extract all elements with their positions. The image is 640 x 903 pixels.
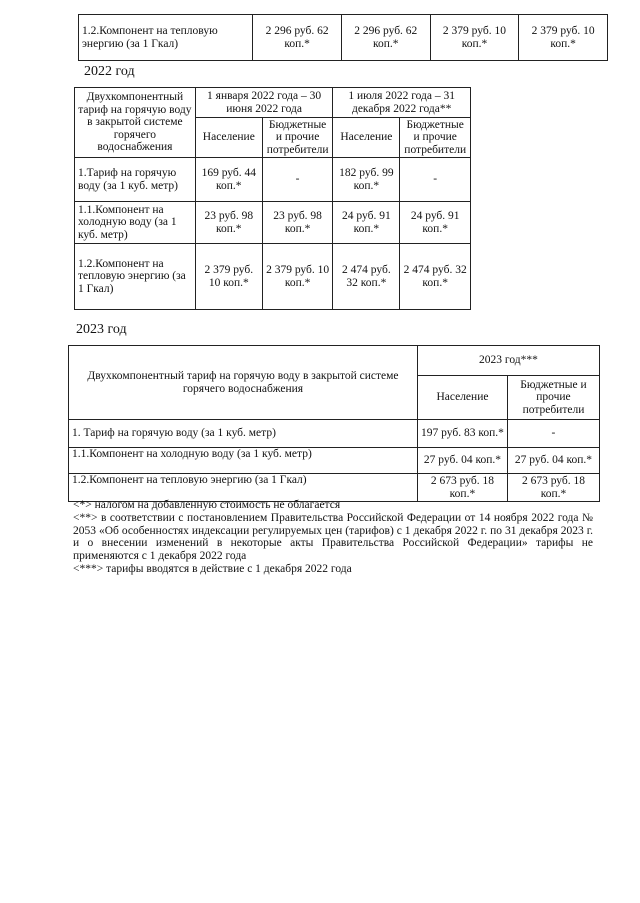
footnotes — [73, 499, 593, 576]
column-header: Население — [195, 118, 262, 158]
table-row — [75, 244, 471, 310]
table-cell: 2 474 руб. 32 коп.* — [400, 244, 471, 310]
table-cell: 23 руб. 98 коп.* — [262, 202, 333, 244]
table-row — [75, 158, 471, 202]
row-label: 1.2.Компонент на тепловую энергию (за 1 Гкал) — [75, 244, 196, 310]
table-cell: 24 руб. 91 коп.* — [400, 202, 471, 244]
column-header: Население — [417, 376, 507, 420]
table-cell: 2 379 руб. 10 коп.* — [519, 15, 608, 61]
table-cell: 2 379 руб. 10 коп.* — [430, 15, 519, 61]
table-cell: 169 руб. 44 коп.* — [195, 158, 262, 202]
table-cell: 27 руб. 04 коп.* — [507, 448, 599, 474]
table-cell: 23 руб. 98 коп.* — [195, 202, 262, 244]
row-label: 1. Тариф на горячую воду (за 1 куб. метр) — [69, 420, 418, 448]
tariff-table-2022 — [74, 87, 471, 310]
row-label: 1.1.Компонент на холодную воду (за 1 куб. метр) — [69, 448, 418, 474]
table-cell: 182 руб. 99 коп.* — [333, 158, 400, 202]
table-cell: 24 руб. 91 коп.* — [333, 202, 400, 244]
table-cell: 197 руб. 83 коп.* — [417, 420, 507, 448]
table-cell: 2 379 руб. 10 коп.* — [195, 244, 262, 310]
row-label: 1.1.Компонент на холодную воду (за 1 куб. метр) — [75, 202, 196, 244]
column-header: Бюджетные и прочие потребители — [262, 118, 333, 158]
table-cell: - — [400, 158, 471, 202]
column-header: Население — [333, 118, 400, 158]
column-header: Бюджетные и прочие потребители — [400, 118, 471, 158]
footnote: <***> тарифы вводятся в действие с 1 декабря 2022 года — [73, 562, 352, 575]
footnote: <**> в соответствии с постановлением Правительства Российской Федерации от 14 ноября 2022 года № 2053 «Об особенностях индексации регулируемых цен (тарифов) с 1 декабря 2022 г. по 31 декабря 2023 г. и о внесении изменений в некоторые акты Правительства Российской Федерации» тарифы не применяются с 1 декабря 2022 года — [73, 511, 593, 563]
period-header: 1 января 2022 года – 30 июня 2022 года — [195, 88, 333, 118]
table-cell: 2 379 руб. 10 коп.* — [262, 244, 333, 310]
tariff-table-2023 — [68, 345, 600, 502]
footnote: <*> налогом на добавленную стоимость не облагается — [73, 499, 341, 511]
table-row — [75, 202, 471, 244]
section-heading-2022: 2022 год — [84, 64, 135, 79]
row-label: 1.2.Компонент на тепловую энергию (за 1 Гкал) — [69, 474, 418, 502]
table-row — [69, 448, 600, 474]
table-cell: 2 296 руб. 62 коп.* — [253, 15, 342, 61]
table-row — [69, 474, 600, 502]
corner-header: Двухкомпонентный тариф на горячую воду в закрытой системе горячего водоснабжения — [69, 346, 418, 420]
section-heading-2023: 2023 год — [76, 322, 127, 337]
period-header: 2023 год*** — [417, 346, 599, 376]
row-label: 1.2.Компонент на тепловую энергию (за 1 Гкал) — [79, 15, 253, 61]
table-cell: 2 296 руб. 62 коп.* — [341, 15, 430, 61]
table-cell: 27 руб. 04 коп.* — [417, 448, 507, 474]
table-cell: 2 474 руб. 32 коп.* — [333, 244, 400, 310]
table-cell: - — [262, 158, 333, 202]
corner-header: Двухкомпонентный тариф на горячую воду в закрытой системе горячего водоснабжения — [75, 88, 196, 158]
row-label: 1.Тариф на горячую воду (за 1 куб. метр) — [75, 158, 196, 202]
tariff-table-continued — [78, 14, 608, 61]
table-cell: - — [507, 420, 599, 448]
table-cell: 2 673 руб. 18 коп.* — [417, 474, 507, 502]
table-row — [69, 420, 600, 448]
period-header: 1 июля 2022 года – 31 декабря 2022 года** — [333, 88, 471, 118]
column-header: Бюджетные и прочие потребители — [507, 376, 599, 420]
table-cell: 2 673 руб. 18 коп.* — [507, 474, 599, 502]
